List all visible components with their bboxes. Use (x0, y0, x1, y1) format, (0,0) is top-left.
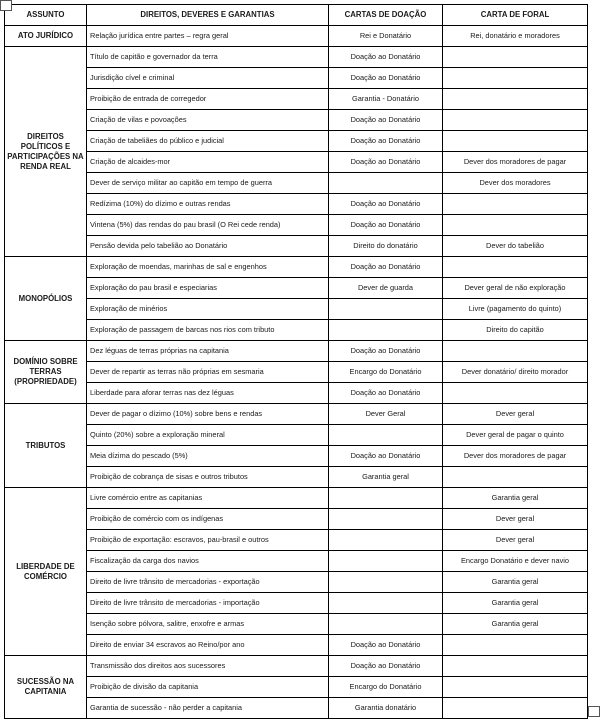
carta-cell: Garantia geral (329, 467, 443, 488)
table-row (5, 215, 588, 236)
table-row (5, 26, 588, 47)
table-row (5, 383, 588, 404)
table-row (5, 509, 588, 530)
table-row (5, 614, 588, 635)
carta-cell: Doação ao Donatário (329, 635, 443, 656)
foral-cell (443, 677, 588, 698)
carta-cell (329, 509, 443, 530)
carta-cell (329, 320, 443, 341)
foral-cell (443, 110, 588, 131)
foral-cell: Garantia geral (443, 572, 588, 593)
carta-cell: Doação ao Donatário (329, 446, 443, 467)
right-cell: Garantia de sucessão - não perder a capitania (87, 698, 329, 719)
right-cell: Dever de serviço militar ao capitão em tempo de guerra (87, 173, 329, 194)
carta-cell (329, 551, 443, 572)
right-cell: Exploração de minérios (87, 299, 329, 320)
subject-cell: DIREITOS POLÍTICOS E PARTICIPAÇÕES NA RENDA REAL (5, 47, 87, 257)
foral-cell: Direito do capitão (443, 320, 588, 341)
carta-cell: Garantia donatário (329, 698, 443, 719)
table-row (5, 677, 588, 698)
table-row (5, 446, 588, 467)
subject-cell: SUCESSÃO NA CAPITANIA (5, 656, 87, 719)
foral-cell (443, 215, 588, 236)
carta-cell: Doação ao Donatário (329, 131, 443, 152)
table-row (5, 68, 588, 89)
foral-cell: Dever dos moradores de pagar (443, 152, 588, 173)
right-cell: Proibição de entrada de corregedor (87, 89, 329, 110)
foral-cell (443, 68, 588, 89)
corner-marker-bottom-right (588, 706, 600, 717)
carta-cell (329, 299, 443, 320)
right-cell: Proibição de divisão da capitania (87, 677, 329, 698)
right-cell: Vintena (5%) das rendas do pau brasil (O Rei cede renda) (87, 215, 329, 236)
corner-marker-top-left (0, 0, 12, 11)
foral-cell: Dever dos moradores (443, 173, 588, 194)
foral-cell (443, 383, 588, 404)
right-cell: Criação de vilas e povoações (87, 110, 329, 131)
carta-cell: Doação ao Donatário (329, 341, 443, 362)
foral-cell: Dever dos moradores de pagar (443, 446, 588, 467)
right-cell: Direito de livre trânsito de mercadorias - exportação (87, 572, 329, 593)
right-cell: Isenção sobre pólvora, salitre, enxofre e armas (87, 614, 329, 635)
foral-cell (443, 698, 588, 719)
foral-cell: Dever geral (443, 509, 588, 530)
table-row (5, 425, 588, 446)
right-cell: Dever de repartir as terras não próprias em sesmaria (87, 362, 329, 383)
carta-cell: Doação ao Donatário (329, 656, 443, 677)
carta-cell: Rei e Donatário (329, 26, 443, 47)
carta-cell: Encargo do Donatário (329, 362, 443, 383)
foral-cell (443, 194, 588, 215)
foral-cell: Dever geral de não exploração (443, 278, 588, 299)
right-cell: Direito de livre trânsito de mercadorias - importação (87, 593, 329, 614)
right-cell: Criação de alcaides-mor (87, 152, 329, 173)
right-cell: Meia dízima do pescado (5%) (87, 446, 329, 467)
table-row (5, 656, 588, 677)
carta-cell: Doação ao Donatário (329, 68, 443, 89)
right-cell: Quinto (20%) sobre a exploração mineral (87, 425, 329, 446)
table-row (5, 152, 588, 173)
carta-cell: Encargo do Donatário (329, 677, 443, 698)
foral-cell (443, 131, 588, 152)
table-row (5, 467, 588, 488)
carta-cell: Direito do donatário (329, 236, 443, 257)
header-foral: CARTA DE FORAL (443, 5, 588, 26)
rights-table (4, 4, 588, 719)
table-row (5, 89, 588, 110)
table-row (5, 551, 588, 572)
table-row (5, 299, 588, 320)
foral-cell: Garantia geral (443, 593, 588, 614)
foral-cell: Garantia geral (443, 614, 588, 635)
right-cell: Proibição de cobrança de sisas e outros tributos (87, 467, 329, 488)
table-row (5, 488, 588, 509)
right-cell: Exploração do pau brasil e especiarias (87, 278, 329, 299)
foral-cell (443, 635, 588, 656)
right-cell: Dez léguas de terras próprias na capitania (87, 341, 329, 362)
foral-cell (443, 467, 588, 488)
foral-cell (443, 257, 588, 278)
table-row (5, 47, 588, 68)
header-assunto: ASSUNTO (5, 5, 87, 26)
table-row (5, 236, 588, 257)
carta-cell: Dever de guarda (329, 278, 443, 299)
carta-cell: Doação ao Donatário (329, 194, 443, 215)
foral-cell: Dever geral (443, 404, 588, 425)
table-row (5, 362, 588, 383)
table-row (5, 110, 588, 131)
foral-cell (443, 341, 588, 362)
table-row (5, 635, 588, 656)
right-cell: Criação de tabeliães do público e judicial (87, 131, 329, 152)
right-cell: Liberdade para aforar terras nas dez léguas (87, 383, 329, 404)
foral-cell: Garantia geral (443, 488, 588, 509)
right-cell: Título de capitão e governador da terra (87, 47, 329, 68)
carta-cell (329, 530, 443, 551)
carta-cell (329, 593, 443, 614)
table-row (5, 278, 588, 299)
foral-cell: Dever donatário/ direito morador (443, 362, 588, 383)
right-cell: Livre comércio entre as capitanias (87, 488, 329, 509)
foral-cell: Dever geral de pagar o quinto (443, 425, 588, 446)
carta-cell: Doação ao Donatário (329, 152, 443, 173)
right-cell: Fiscalização da carga dos navios (87, 551, 329, 572)
table-row (5, 173, 588, 194)
subject-cell: MONOPÓLIOS (5, 257, 87, 341)
right-cell: Redízima (10%) do dízimo e outras rendas (87, 194, 329, 215)
header-cartas: CARTAS DE DOAÇÃO (329, 5, 443, 26)
subject-cell: ATO JURÍDICO (5, 26, 87, 47)
right-cell: Pensão devida pelo tabelião ao Donatário (87, 236, 329, 257)
foral-cell: Livre (pagamento do quinto) (443, 299, 588, 320)
table-row (5, 593, 588, 614)
subject-cell: DOMÍNIO SOBRE TERRAS (PROPRIEDADE) (5, 341, 87, 404)
document-page (4, 4, 587, 719)
foral-cell: Rei, donatário e moradores (443, 26, 588, 47)
carta-cell (329, 173, 443, 194)
header-direitos: DIREITOS, DEVERES E GARANTIAS (87, 5, 329, 26)
table-row (5, 404, 588, 425)
carta-cell: Doação ao Donatário (329, 47, 443, 68)
table-row (5, 698, 588, 719)
carta-cell: Garantia - Donatário (329, 89, 443, 110)
table-row (5, 572, 588, 593)
right-cell: Transmissão dos direitos aos sucessores (87, 656, 329, 677)
right-cell: Jurisdição cível e criminal (87, 68, 329, 89)
carta-cell: Doação ao Donatário (329, 383, 443, 404)
right-cell: Relação jurídica entre partes – regra geral (87, 26, 329, 47)
foral-cell (443, 47, 588, 68)
subject-cell: TRIBUTOS (5, 404, 87, 488)
table-header-row (5, 5, 588, 26)
foral-cell (443, 89, 588, 110)
carta-cell (329, 488, 443, 509)
right-cell: Proibição de comércio com os indígenas (87, 509, 329, 530)
foral-cell: Encargo Donatário e dever navio (443, 551, 588, 572)
table-row (5, 194, 588, 215)
right-cell: Direito de enviar 34 escravos ao Reino/por ano (87, 635, 329, 656)
right-cell: Exploração de moendas, marinhas de sal e engenhos (87, 257, 329, 278)
carta-cell: Dever Geral (329, 404, 443, 425)
table-row (5, 530, 588, 551)
table-row (5, 131, 588, 152)
right-cell: Proibição de exportação: escravos, pau-brasil e outros (87, 530, 329, 551)
carta-cell (329, 614, 443, 635)
carta-cell: Doação ao Donatário (329, 215, 443, 236)
table-row (5, 341, 588, 362)
subject-cell: LIBERDADE DE COMÉRCIO (5, 488, 87, 656)
table-row (5, 257, 588, 278)
foral-cell: Dever do tabelião (443, 236, 588, 257)
carta-cell: Doação ao Donatário (329, 257, 443, 278)
carta-cell: Doação ao Donatário (329, 110, 443, 131)
foral-cell: Dever geral (443, 530, 588, 551)
table-row (5, 320, 588, 341)
carta-cell (329, 425, 443, 446)
table-body (5, 26, 588, 719)
carta-cell (329, 572, 443, 593)
right-cell: Exploração de passagem de barcas nos rios com tributo (87, 320, 329, 341)
right-cell: Dever de pagar o dízimo (10%) sobre bens e rendas (87, 404, 329, 425)
foral-cell (443, 656, 588, 677)
